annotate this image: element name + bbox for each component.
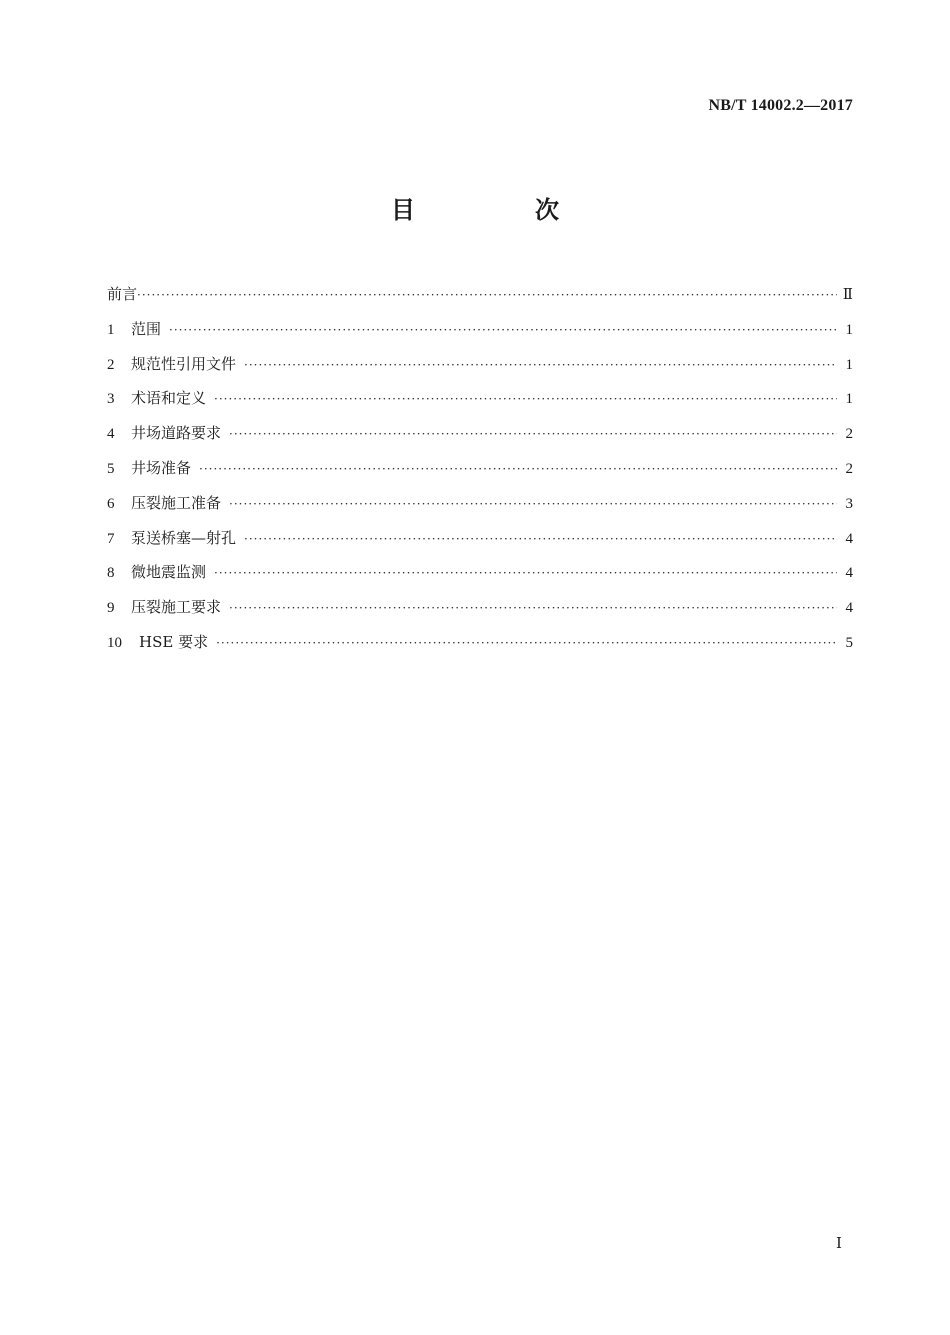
toc-entry-page: 5 [845,634,853,651]
toc-entry-page: 4 [845,600,853,617]
toc-entry-label: 压裂施工准备 [131,493,222,512]
toc-leader-dots [199,455,837,483]
toc-entry-number: 10 [107,634,122,651]
toc-entry-page: 3 [845,495,853,512]
toc-leader-dots [229,490,837,518]
toc-entry-label: 术语和定义 [131,389,207,408]
toc-entry-2[interactable] [107,350,853,385]
toc-leader-dots [169,316,837,344]
toc-entry-5[interactable] [107,454,853,489]
toc-entry-8[interactable] [107,558,853,593]
toc-entry-1[interactable] [107,315,853,350]
toc-entry-6[interactable] [107,489,853,524]
toc-leader-dots [244,525,837,553]
toc-entry-number: 5 [107,460,115,477]
toc-entry-label: HSE 要求 [139,632,209,651]
toc-entry-page: 1 [845,321,853,338]
toc-entry-label: 前言 [107,285,138,303]
toc-leader-dots [214,385,837,413]
toc-leader-dots [229,420,837,448]
toc-entry-page: 4 [845,530,853,547]
table-of-contents [107,280,853,663]
standard-code: NB/T 14002.2—2017 [708,97,853,114]
toc-entry-number: 8 [107,565,115,582]
toc-leader-dots [229,594,837,622]
toc-entry-page: Ⅱ [842,287,853,303]
toc-entry-label: 压裂施工要求 [131,598,222,617]
toc-leader-dots [214,559,837,587]
toc-entry-page: 2 [845,426,853,443]
toc-entry-label: 规范性引用文件 [131,354,237,373]
toc-entry-page: 4 [845,565,853,582]
toc-leader-dots [244,351,837,379]
toc-leader-dots [216,629,837,657]
toc-entry-4[interactable] [107,419,853,454]
toc-entry-number: 6 [107,495,115,512]
toc-entry-label: 微地震监测 [131,563,207,582]
toc-leader-dots [137,281,837,309]
toc-entry-7[interactable] [107,524,853,559]
toc-entry-3[interactable] [107,384,853,419]
toc-entry-page: 1 [845,391,853,408]
toc-entry-number: 9 [107,600,115,617]
toc-entry-label: 井场准备 [131,458,192,477]
toc-entry-page: 1 [845,356,853,373]
toc-entry-page: 2 [845,460,853,477]
page-number: Ⅰ [836,1236,842,1252]
page-title: 目 次 [391,196,607,224]
toc-entry-number: 7 [107,530,115,547]
toc-entry-10[interactable] [107,628,853,663]
toc-entry-label: 泵送桥塞—射孔 [131,528,237,547]
toc-entry-number: 4 [107,426,115,443]
toc-entry-label: 范围 [131,319,162,338]
toc-entry-number: 1 [107,321,115,338]
toc-entry-foreword[interactable] [107,280,853,315]
toc-entry-9[interactable] [107,593,853,628]
toc-entry-number: 3 [107,391,115,408]
toc-entry-number: 2 [107,356,115,373]
toc-entry-label: 井场道路要求 [131,424,222,443]
